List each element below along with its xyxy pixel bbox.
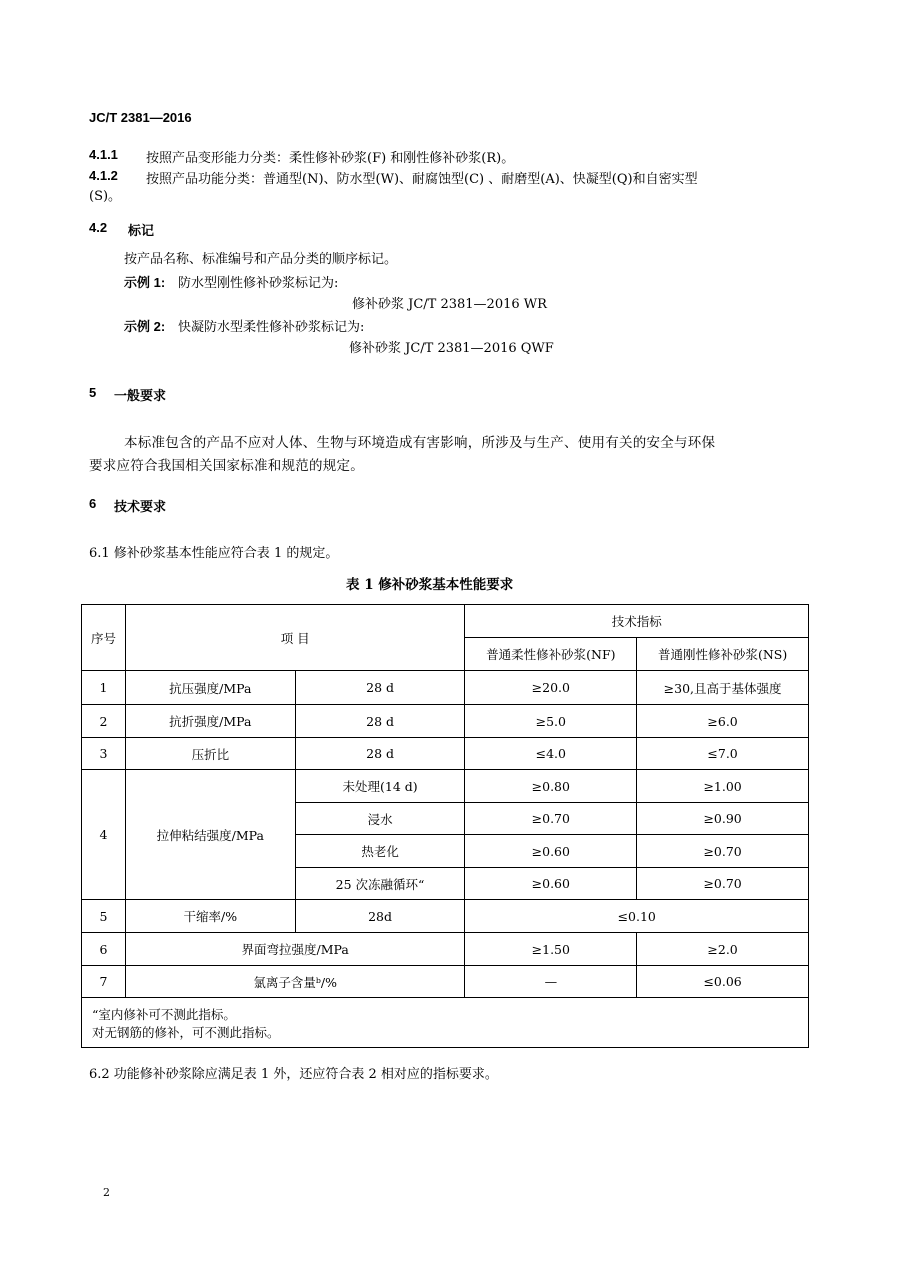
section-5-title: 一般要求: [114, 389, 167, 404]
row-ns-value: ≥6.0: [637, 705, 809, 738]
row-ns-value: ≥2.0: [637, 933, 809, 966]
clause-4-2-body: 按产品名称、标准编号和产品分类的顺序标记。: [124, 252, 398, 267]
section-5-number: 5: [89, 385, 97, 400]
clause-6-1: 6.1 修补砂浆基本性能应符合表 1 的规定。: [89, 546, 339, 561]
table-row: [82, 933, 809, 966]
row-nf-value: ≥0.70: [465, 803, 637, 835]
table-row: [82, 671, 809, 705]
table-note-b: 对无钢筋的修补，可不测此指标。: [92, 1025, 280, 1040]
clause-6-2: 6.2 功能修补砂浆除应满足表 1 外，还应符合表 2 相对应的指标要求。: [89, 1067, 498, 1082]
row-condition: 28 d: [295, 738, 465, 770]
header-item: 项 目: [125, 605, 465, 671]
row-seq: 3: [82, 738, 126, 770]
row-ns-value: ≥1.00: [637, 770, 809, 803]
row-nf-value: ≥0.60: [465, 868, 637, 900]
row-item: 氯离子含量ᵇ/%: [125, 966, 465, 998]
row-ns-value: ≤0.06: [637, 966, 809, 998]
standard-code: JC/T 2381—2016: [89, 110, 192, 125]
row-condition: 28 d: [295, 705, 465, 738]
header-tech-index: 技术指标: [465, 605, 809, 638]
clause-4-1-2-text: 按照产品功能分类：普通型(N)、防水型(W)、耐腐蚀型(C) 、耐磨型(A)、快凝型(Q)和自密实型: [146, 172, 698, 187]
row-nf-value: ≥1.50: [465, 933, 637, 966]
row-condition: 28 d: [295, 671, 465, 705]
header-nf: 普通柔性修补砂浆(NF): [465, 638, 637, 671]
clause-4-1-2-text-continued: (S)。: [89, 189, 122, 204]
row-item: 抗折强度/MPa: [125, 705, 295, 738]
row-ns-value: ≥0.90: [637, 803, 809, 835]
row-item: 压折比: [125, 738, 295, 770]
row-nf-value: ≥20.0: [465, 671, 637, 705]
row-ns-value: ≥0.70: [637, 868, 809, 900]
row-seq: 1: [82, 671, 126, 705]
table-1-caption: 表 1 修补砂浆基本性能要求: [346, 577, 514, 593]
example-2-mark: 修补砂浆 JC/T 2381—2016 QWF: [349, 341, 554, 356]
clause-4-1-2-number: 4.1.2: [89, 168, 118, 183]
clause-4-1-1-number: 4.1.1: [89, 147, 118, 162]
clause-4-1-1-text: 按照产品变形能力分类：柔性修补砂浆(F) 和刚性修补砂浆(R)。: [146, 151, 515, 166]
table-notes: [82, 998, 809, 1048]
row-nf-value: ≤4.0: [465, 738, 637, 770]
section-6-number: 6: [89, 496, 97, 511]
table-row: [82, 770, 809, 803]
row-ns-value: ≤7.0: [637, 738, 809, 770]
section-6-title: 技术要求: [114, 500, 167, 515]
table-header-row: [82, 605, 809, 638]
example-1-mark: 修补砂浆 JC/T 2381—2016 WR: [352, 297, 547, 312]
section-5-paragraph-line-1: 本标准包含的产品不应对人体、生物与环境造成有害影响，所涉及与生产、使用有关的安全与环保: [124, 435, 716, 451]
row-condition: 25 次冻融循环“: [295, 868, 465, 900]
example-2-text: 快凝防水型柔性修补砂浆标记为:: [178, 320, 365, 335]
clause-4-2-title: 标记: [128, 224, 155, 239]
row-item: 拉伸粘结强度/MPa: [125, 770, 295, 900]
clause-4-2-number: 4.2: [89, 220, 108, 235]
example-2-label: 示例 2:: [124, 319, 166, 334]
row-ns-value: ≥0.70: [637, 835, 809, 868]
example-1-label: 示例 1:: [124, 275, 166, 290]
row-shared-value: ≤0.10: [465, 900, 809, 933]
table-notes-row: [82, 998, 809, 1048]
row-nf-value: ≥5.0: [465, 705, 637, 738]
row-ns-value: ≥30,且高于基体强度: [637, 671, 809, 705]
row-condition: 热老化: [295, 835, 465, 868]
section-5-paragraph-line-2: 要求应符合我国相关国家标准和规范的规定。: [89, 458, 364, 474]
row-item: 界面弯拉强度/MPa: [125, 933, 465, 966]
header-ns: 普通刚性修补砂浆(NS): [637, 638, 809, 671]
table-row: [82, 900, 809, 933]
row-seq: 4: [82, 770, 126, 900]
row-item: 干缩率/%: [125, 900, 295, 933]
row-condition: 28d: [295, 900, 465, 933]
row-seq: 7: [82, 966, 126, 998]
row-seq: 2: [82, 705, 126, 738]
row-nf-value: ≥0.60: [465, 835, 637, 868]
table-1: [81, 604, 809, 1048]
row-seq: 6: [82, 933, 126, 966]
row-nf-value: —: [465, 966, 637, 998]
header-seq: 序号: [82, 605, 126, 671]
row-nf-value: ≥0.80: [465, 770, 637, 803]
row-condition: 未处理(14 d): [295, 770, 465, 803]
table-row: [82, 705, 809, 738]
table-note-a: “室内修补可不测此指标。: [92, 1007, 236, 1022]
table-row: [82, 738, 809, 770]
page-number: 2: [103, 1186, 110, 1199]
table-row: [82, 966, 809, 998]
example-1-text: 防水型刚性修补砂浆标记为:: [178, 276, 339, 291]
row-condition: 浸水: [295, 803, 465, 835]
row-item: 抗压强度/MPa: [125, 671, 295, 705]
row-seq: 5: [82, 900, 126, 933]
